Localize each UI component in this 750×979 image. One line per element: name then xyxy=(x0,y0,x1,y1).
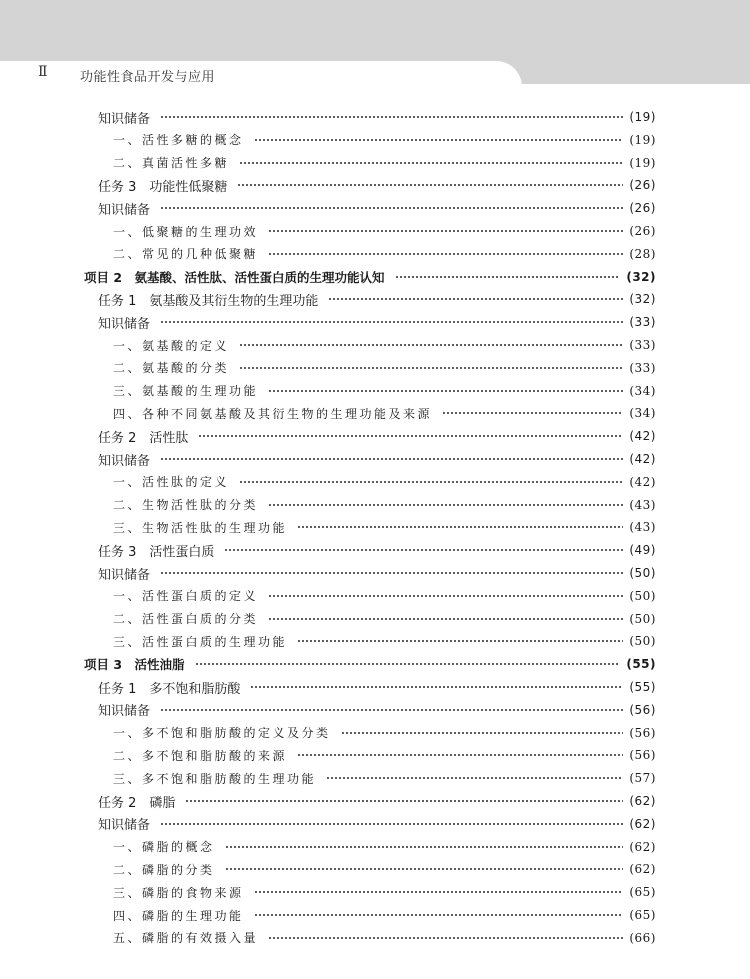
toc-entry-title: 知识储备 xyxy=(98,111,151,127)
dot-leader xyxy=(268,390,623,392)
toc-entry-page: (34) xyxy=(629,383,656,398)
toc-entry-item xyxy=(113,494,656,516)
toc-entry-item xyxy=(113,585,656,607)
dot-leader xyxy=(297,526,623,528)
toc-entry-title: 五、磷脂的有效摄入量 xyxy=(113,931,259,946)
toc-entry-title: 知识储备 xyxy=(98,453,151,469)
toc-entry-task xyxy=(98,790,656,812)
toc-entry-page: (32) xyxy=(626,269,656,284)
dot-leader xyxy=(254,891,624,893)
toc-entry-page: (49) xyxy=(629,543,656,558)
dot-leader xyxy=(160,321,623,323)
dot-leader xyxy=(442,412,623,414)
toc-entry-page: (56) xyxy=(629,748,656,763)
toc-entry-item xyxy=(113,858,656,880)
dot-leader xyxy=(326,777,623,779)
dot-leader xyxy=(224,549,623,551)
dot-leader xyxy=(225,846,624,848)
toc-entry-item xyxy=(113,881,656,903)
toc-entry-title: 四、磷脂的生理功能 xyxy=(113,908,244,923)
toc-entry-kb xyxy=(98,311,656,333)
dot-leader xyxy=(239,162,623,164)
dot-leader xyxy=(297,754,623,756)
toc-entry-kb xyxy=(98,699,656,721)
toc-entry-page: (62) xyxy=(629,816,656,831)
dot-leader xyxy=(237,184,623,186)
toc-entry-title: 三、磷脂的食物来源 xyxy=(113,885,244,900)
toc-entry-task xyxy=(98,425,656,447)
toc-entry-title: 知识储备 xyxy=(98,818,151,834)
toc-entry-item xyxy=(113,129,656,151)
toc-entry-page: (19) xyxy=(629,155,656,170)
dot-leader xyxy=(268,253,623,255)
toc-entry-title: 三、生物活性肽的生理功能 xyxy=(113,520,288,535)
dot-leader xyxy=(341,732,624,734)
toc-entry-page: (34) xyxy=(629,406,656,421)
toc-entry-title: 一、多不饱和脂肪酸的定义及分类 xyxy=(113,726,331,741)
toc-entry-kb xyxy=(98,197,656,219)
dot-leader xyxy=(250,686,623,688)
toc-entry-page: (33) xyxy=(629,315,656,330)
toc-entry-item xyxy=(113,380,656,402)
toc-entry-item xyxy=(113,767,656,789)
toc-entry-item xyxy=(113,608,656,630)
toc-entry-item xyxy=(113,152,656,174)
toc-entry-item xyxy=(113,243,656,265)
dot-leader xyxy=(268,937,623,939)
toc-entry-task xyxy=(98,676,656,698)
toc-entry-item xyxy=(113,334,656,356)
toc-entry-title: 知识储备 xyxy=(98,704,151,720)
toc-entry-title: 项目 2 氨基酸、活性肽、活性蛋白质的生理功能认知 xyxy=(84,269,385,285)
toc-entry-title: 二、活性蛋白质的分类 xyxy=(113,612,259,627)
toc-entry-title: 二、氨基酸的分类 xyxy=(113,361,230,376)
toc-entry-task xyxy=(98,174,656,196)
book-title: 功能性食品开发与应用 xyxy=(80,70,216,85)
dot-leader xyxy=(239,367,623,369)
toc-entry-title: 二、常见的几种低聚糖 xyxy=(113,247,259,262)
toc-entry-kb xyxy=(98,106,656,128)
toc-entry-title: 任务 2 磷脂 xyxy=(98,795,176,811)
toc-entry-item xyxy=(113,220,656,242)
toc-entry-title: 二、多不饱和脂肪酸的来源 xyxy=(113,748,288,763)
toc-entry-page: (65) xyxy=(629,908,656,922)
toc-entry-item xyxy=(113,402,656,424)
dot-leader xyxy=(239,344,623,346)
toc-entry-title: 任务 1 多不饱和脂肪酸 xyxy=(98,681,241,697)
header-tab xyxy=(0,61,522,89)
toc-entry-page: (19) xyxy=(629,110,656,124)
toc-entry-page: (43) xyxy=(629,497,656,512)
toc-entry-title: 任务 3 功能性低聚糖 xyxy=(98,179,228,195)
toc-entry-page: (26) xyxy=(629,178,656,193)
dot-leader xyxy=(160,116,623,118)
toc-entry-title: 一、活性多糖的概念 xyxy=(113,133,244,148)
toc-entry-title: 二、生物活性肽的分类 xyxy=(113,498,259,513)
dot-leader xyxy=(268,230,623,232)
dot-leader xyxy=(160,458,623,460)
toc-entry-title: 一、活性蛋白质的定义 xyxy=(113,589,259,604)
toc-entry-title: 三、多不饱和脂肪酸的生理功能 xyxy=(113,771,317,786)
toc-entry-item xyxy=(113,927,656,949)
toc-entry-title: 二、真菌活性多糖 xyxy=(113,156,230,171)
toc-entry-title: 项目 3 活性油脂 xyxy=(84,657,185,673)
toc-entry-item xyxy=(113,516,656,538)
toc-entry-title: 三、氨基酸的生理功能 xyxy=(113,384,259,399)
toc-entry-kb xyxy=(98,813,656,835)
toc-entry-item xyxy=(113,744,656,766)
dot-leader xyxy=(268,618,623,620)
dot-leader xyxy=(268,595,623,597)
toc-entry-title: 一、磷脂的概念 xyxy=(113,840,215,855)
toc-entry-project xyxy=(84,266,656,288)
dot-leader xyxy=(185,800,623,802)
toc-entry-page: (26) xyxy=(629,201,656,216)
toc-entry-page: (56) xyxy=(629,725,656,740)
toc-entry-title: 任务 3 活性蛋白质 xyxy=(98,544,215,560)
toc-entry-kb xyxy=(98,562,656,584)
toc-entry-title: 二、磷脂的分类 xyxy=(113,862,215,877)
toc-entry-page: (62) xyxy=(629,794,656,808)
toc-entry-title: 知识储备 xyxy=(98,202,151,218)
toc-entry-page: (50) xyxy=(629,611,656,626)
toc-entry-page: (28) xyxy=(629,246,656,261)
toc-entry-title: 任务 1 氨基酸及其衍生物的生理功能 xyxy=(98,293,319,309)
dot-leader xyxy=(395,276,621,278)
toc-entry-page: (42) xyxy=(629,452,656,466)
toc-entry-task xyxy=(98,539,656,561)
toc-entry-page: (65) xyxy=(629,885,656,900)
toc-entry-page: (55) xyxy=(626,657,656,672)
dot-leader xyxy=(328,298,623,300)
toc-entry-page: (33) xyxy=(629,338,656,352)
toc-entry-item xyxy=(113,357,656,379)
toc-entry-page: (32) xyxy=(629,292,656,307)
toc-entry-page: (42) xyxy=(629,474,656,489)
toc-entry-page: (50) xyxy=(629,566,656,580)
toc-entry-title: 知识储备 xyxy=(98,316,151,332)
dot-leader xyxy=(160,709,623,711)
dot-leader xyxy=(225,868,624,870)
dot-leader xyxy=(297,640,623,642)
toc-entry-page: (42) xyxy=(629,429,656,444)
toc-entry-item xyxy=(113,904,656,926)
dot-leader xyxy=(160,207,623,209)
toc-entry-item xyxy=(113,836,656,858)
toc-entry-item xyxy=(113,630,656,652)
toc-entry-page: (33) xyxy=(629,360,656,375)
toc-entry-title: 一、氨基酸的定义 xyxy=(113,338,230,353)
toc-entry-page: (50) xyxy=(629,588,656,603)
toc-entry-task xyxy=(98,288,656,310)
toc-entry-project xyxy=(84,653,656,675)
toc-entry-page: (66) xyxy=(629,930,656,945)
dot-leader xyxy=(268,504,623,506)
dot-leader xyxy=(254,914,624,916)
toc-entry-page: (26) xyxy=(629,224,656,238)
toc-entry-page: (43) xyxy=(629,520,656,535)
toc-entry-page: (56) xyxy=(629,702,656,717)
toc-entry-title: 四、各种不同氨基酸及其衍生物的生理功能及来源 xyxy=(113,406,433,421)
toc-entry-title: 一、活性肽的定义 xyxy=(113,475,230,490)
toc-entry-page: (55) xyxy=(629,680,656,694)
dot-leader xyxy=(195,663,621,665)
toc-entry-page: (50) xyxy=(629,634,656,649)
dot-leader xyxy=(160,572,623,574)
toc-entry-kb xyxy=(98,448,656,470)
toc-entry-page: (62) xyxy=(629,839,656,854)
toc-entry-title: 一、低聚糖的生理功效 xyxy=(113,224,259,239)
toc-entry-page: (19) xyxy=(629,132,656,147)
page-number: Ⅱ xyxy=(38,64,48,80)
dot-leader xyxy=(198,435,623,437)
toc-entry-title: 任务 2 活性肽 xyxy=(98,430,189,446)
dot-leader xyxy=(254,139,624,141)
toc-entry-page: (62) xyxy=(629,862,656,877)
toc-entry-title: 三、活性蛋白质的生理功能 xyxy=(113,634,288,649)
toc-entry-title: 知识储备 xyxy=(98,567,151,583)
toc-entry-item xyxy=(113,471,656,493)
toc-entry-page: (57) xyxy=(629,771,656,786)
dot-leader xyxy=(239,481,623,483)
dot-leader xyxy=(160,823,623,825)
toc-entry-item xyxy=(113,722,656,744)
